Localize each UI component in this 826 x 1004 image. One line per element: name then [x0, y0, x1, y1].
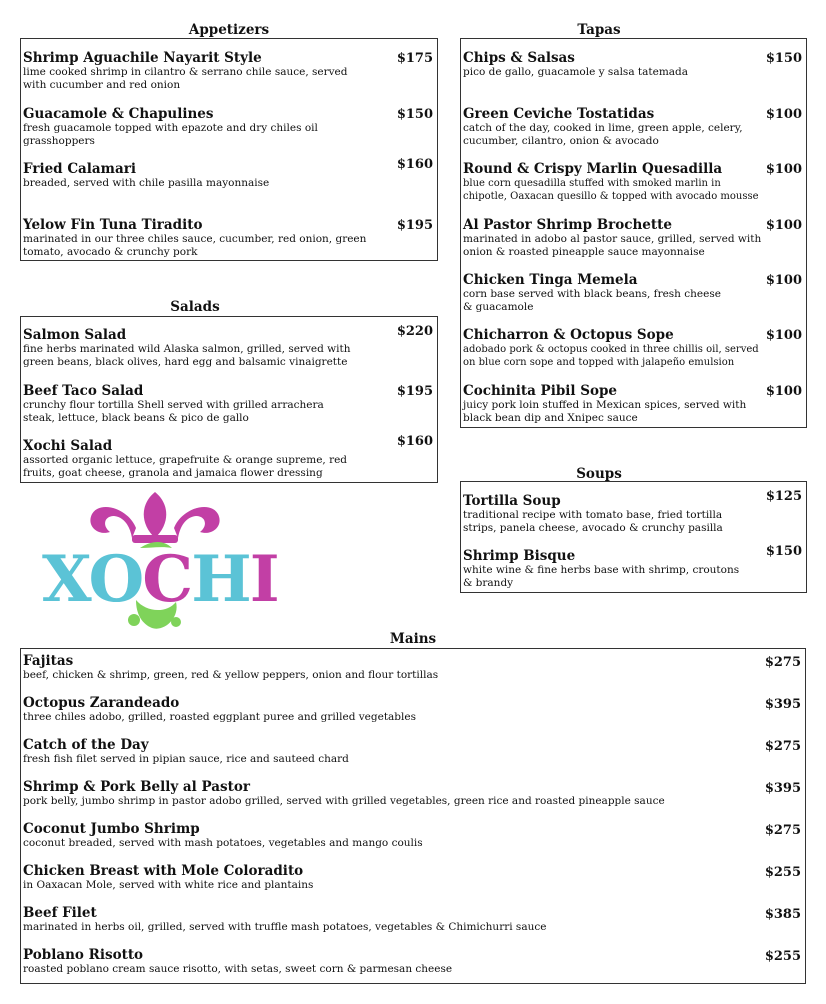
item-price: $150 — [396, 107, 433, 122]
menu-item — [23, 779, 803, 821]
item-name: Xochi Salad — [23, 438, 113, 454]
item-price: $275 — [764, 823, 801, 838]
menu-item — [463, 327, 804, 377]
item-name: Al Pastor Shrimp Brochette — [463, 217, 672, 233]
item-name: Round & Crispy Marlin Quesadilla — [463, 161, 723, 177]
item-name: Fajitas — [23, 653, 74, 669]
item-name: Salmon Salad — [23, 327, 127, 343]
menu-item — [23, 947, 803, 983]
logo-letter: H — [191, 542, 250, 617]
tapas-box — [460, 38, 807, 428]
menu-item — [23, 695, 803, 737]
soups-box — [460, 481, 807, 593]
item-price: $385 — [764, 907, 801, 922]
menu-item — [463, 544, 804, 593]
fleur-de-lis-ornament — [90, 492, 219, 543]
logo-letter: O — [88, 542, 143, 617]
item-description: assorted organic lettuce, grapefruite & orange supreme, red fruits, goat cheese, granola and jamaica flower dressing — [23, 454, 348, 479]
item-description: coconut breaded, served with mash potatoes, vegetables and mango coulis — [23, 837, 423, 849]
item-name: Poblano Risotto — [23, 947, 144, 963]
xochi-logo-text — [42, 542, 310, 617]
item-name: Tortilla Soup — [463, 493, 561, 509]
menu-item — [23, 157, 435, 211]
item-price: $100 — [765, 162, 802, 177]
item-name: Beef Taco Salad — [23, 383, 144, 399]
item-description: crunchy flour tortilla Shell served with grilled arrachera steak, lettuce, black beans & pico de gallo — [23, 399, 324, 424]
item-description: catch of the day, cooked in lime, green apple, celery, cucumber, cilantro, onion & avocado — [463, 122, 743, 147]
item-name: Catch of the Day — [23, 737, 149, 753]
item-description: lime cooked shrimp in cilantro & serrano chile sauce, served with cucumber and red onion — [23, 66, 348, 91]
logo-letter: I — [249, 542, 278, 617]
item-price: $395 — [764, 697, 801, 712]
item-name: Chicharron & Octopus Sope — [463, 327, 674, 343]
item-name: Chips & Salsas — [463, 50, 575, 66]
menu-item — [23, 217, 435, 261]
soups-title: Soups — [576, 466, 622, 482]
logo-letters — [42, 542, 278, 617]
appetizers-title: Appetizers — [188, 22, 270, 38]
appetizers-box — [20, 38, 438, 261]
menu-item — [463, 272, 804, 322]
mains-title: Mains — [389, 631, 437, 647]
item-description: corn base served with black beans, fresh cheese & guacamole — [463, 288, 721, 313]
item-description: fresh guacamole topped with epazote and dry chiles oil grasshoppers — [23, 122, 318, 147]
menu-item — [463, 489, 804, 543]
item-price: $100 — [765, 273, 802, 288]
mains-box — [20, 648, 806, 984]
item-name: Yelow Fin Tuna Tiradito — [23, 217, 203, 233]
item-description: three chiles adobo, grilled, roasted eggplant puree and grilled vegetables — [23, 711, 416, 723]
item-price: $275 — [764, 739, 801, 754]
item-name: Guacamole & Chapulines — [23, 106, 214, 122]
menu-item — [23, 50, 435, 100]
item-description: fresh fish filet served in pipian sauce, rice and sauteed chard — [23, 753, 349, 765]
menu-item — [23, 821, 803, 863]
item-description: fine herbs marinated wild Alaska salmon, grilled, served with green beans, black olives, hard egg and balsamic vinaigrette — [23, 343, 351, 368]
item-price: $255 — [764, 949, 801, 964]
menu-item — [463, 383, 804, 428]
item-price: $125 — [765, 489, 802, 504]
item-name: Chicken Breast with Mole Coloradito — [23, 863, 304, 879]
menu-item — [23, 434, 435, 483]
item-name: Green Ceviche Tostatidas — [463, 106, 655, 122]
item-description: pork belly, jumbo shrimp in pastor adobo grilled, served with grilled vegetables, green rice and roasted pineapple sauce — [23, 795, 665, 807]
item-price: $195 — [396, 218, 433, 233]
item-price: $160 — [396, 434, 433, 449]
item-description: marinated in herbs oil, grilled, served with truffle mash potatoes, vegetables & Chimichurri sauce — [23, 921, 547, 933]
item-description: adobado pork & octopus cooked in three chillis oil, served on blue corn sope and topped with jalapeño emulsion — [463, 344, 759, 368]
item-name: Cochinita Pibil Sope — [463, 383, 617, 399]
menu-item — [463, 106, 804, 156]
item-price: $100 — [765, 384, 802, 399]
item-description: roasted poblano cream sauce risotto, with setas, sweet corn & parmesan cheese — [23, 963, 453, 975]
item-description: pico de gallo, guacamole y salsa tatemada — [463, 66, 689, 78]
xochi-logo — [40, 490, 310, 635]
menu-item — [23, 737, 803, 779]
menu-item — [23, 383, 435, 433]
item-name: Shrimp Aguachile Nayarit Style — [23, 50, 262, 66]
item-price: $100 — [765, 328, 802, 343]
item-name: Fried Calamari — [23, 161, 136, 177]
item-description: beef, chicken & shrimp, green, red & yellow peppers, onion and flour tortillas — [23, 669, 439, 681]
item-price: $255 — [764, 865, 801, 880]
menu-item — [23, 324, 435, 377]
menu-item — [23, 905, 803, 947]
item-name: Octopus Zarandeado — [23, 695, 180, 711]
item-name: Shrimp Bisque — [463, 548, 576, 564]
item-price: $220 — [396, 324, 433, 339]
menu-item — [23, 863, 803, 905]
menu-item — [463, 161, 804, 211]
item-name: Chicken Tinga Memela — [463, 272, 638, 288]
item-description: juicy pork loin stuffed in Mexican spices, served with black bean dip and Xnipec sauce — [463, 399, 747, 424]
logo-letter: X — [42, 542, 89, 617]
tapas-title: Tapas — [577, 22, 621, 38]
item-description: white wine & fine herbs base with shrimp, croutons & brandy — [463, 564, 740, 589]
item-description: traditional recipe with tomato base, fried tortilla strips, panela cheese, avocado & crunchy pasilla — [463, 509, 723, 534]
item-description: in Oaxacan Mole, served with white rice and plantains — [23, 879, 314, 891]
menu-item — [23, 653, 803, 695]
item-price: $160 — [396, 157, 433, 172]
item-price: $395 — [764, 781, 801, 796]
menu-item — [23, 106, 435, 156]
item-description: marinated in our three chiles sauce, cucumber, red onion, green tomato, avocado & crunchy pork — [23, 233, 367, 258]
item-description: breaded, served with chile pasilla mayonnaise — [23, 177, 270, 189]
item-name: Shrimp & Pork Belly al Pastor — [23, 779, 250, 795]
salads-title: Salads — [170, 299, 220, 315]
item-price: $150 — [765, 51, 802, 66]
item-name: Coconut Jumbo Shrimp — [23, 821, 200, 837]
item-price: $100 — [765, 218, 802, 233]
item-price: $275 — [764, 655, 801, 670]
item-price: $195 — [396, 384, 433, 399]
item-price: $100 — [765, 107, 802, 122]
menu-item — [463, 217, 804, 267]
item-price: $175 — [396, 51, 433, 66]
item-price: $150 — [765, 544, 802, 559]
salads-box — [20, 316, 438, 483]
menu-item — [463, 50, 804, 100]
logo-letter: C — [142, 542, 192, 617]
item-description: marinated in adobo al pastor sauce, grilled, served with onion & roasted pineapple sauce mayonnaise — [463, 233, 762, 258]
item-name: Beef Filet — [23, 905, 97, 921]
item-description: blue corn quesadilla stuffed with smoked marlin in chipotle, Oaxacan quesillo & topped with avocado mousse — [463, 178, 759, 202]
